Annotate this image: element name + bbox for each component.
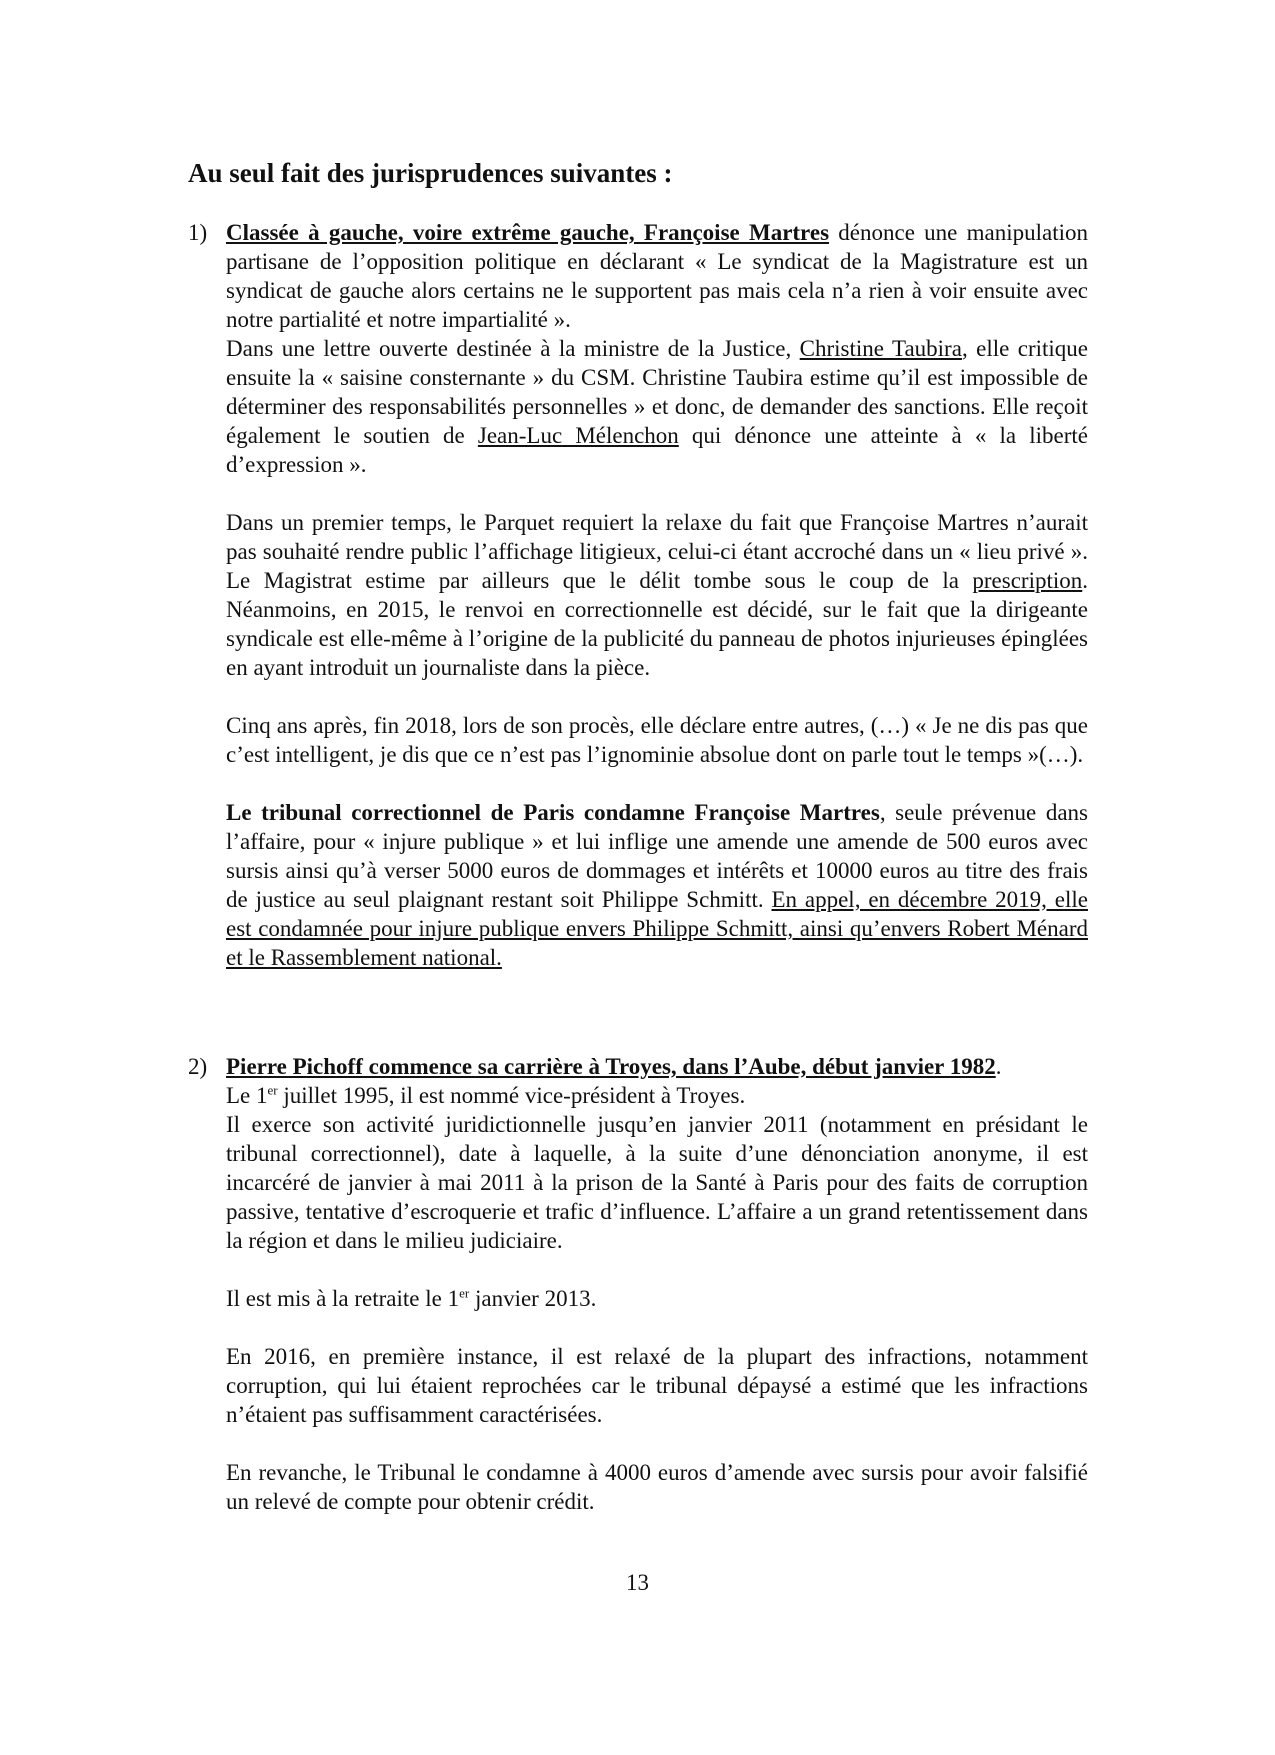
case-2-lead: Pierre Pichoff commence sa carrière à Troyes, dans l’Aube, début janvier 1982 <box>226 1054 996 1079</box>
case-1-p2-text-b: , elle critique ensuite la « saisine consternante » du CSM. Christine Taubira estime qu’il est impossible de déterminer des responsabilités personnelles » et donc, de demander des sanctions. Elle reçoit également le soutien de <box>226 336 1088 448</box>
case-1-paragraph-5 <box>226 798 1088 972</box>
case-1-p3-text-a: Dans un premier temps, le Parquet requiert la relaxe du fait que Françoise Martres n’aurait pas souhaité rendre public l’affichage litigieux, celui-ci étant accroché dans un « lieu privé ». Le Magistrat estime par ailleurs que le délit tombe sous le coup de la <box>226 510 1088 593</box>
link-christine-taubira[interactable]: Christine Taubira <box>799 336 962 361</box>
case-1-paragraph-4: Cinq ans après, fin 2018, lors de son procès, elle déclare entre autres, (…) « Je ne dis pas que c’est intelligent, je dis que ce n’est pas l’ignominie absolue dont on parle tout le temps »(…). <box>226 713 1088 767</box>
case-1-p3-text-b: . Néanmoins, en 2015, le renvoi en correctionnelle est décidé, sur le fait que la dirigeante syndicale est elle-même à l’origine de la publicité du panneau de photos injurieuses épinglées en ayant introduit un journaliste dans la pièce. <box>226 568 1088 680</box>
case-1-p2-text-a: Dans une lettre ouverte destinée à la ministre de la Justice, <box>226 336 800 361</box>
case-1 <box>188 218 1088 972</box>
case-2-paragraph-1 <box>226 1052 1088 1255</box>
case-2 <box>188 1052 1088 1516</box>
case-2-l1-text-b: juillet 1995, il est nommé vice-président à Troyes. <box>277 1083 746 1108</box>
page-number: 13 <box>626 1570 649 1595</box>
case-2-l1-sup: er <box>267 1082 278 1098</box>
case-2-p2-text-b: janvier 2013. <box>469 1286 597 1311</box>
case-1-paragraph-3 <box>226 508 1088 682</box>
case-1-appeal-underlined: En appel, en décembre 2019, elle est condamnée pour injure publique envers Philippe Schmitt, ainsi qu’envers Robert Ménard et le Rassemblement national. <box>226 887 1088 970</box>
link-prescription[interactable]: prescription <box>972 568 1083 593</box>
case-1-number: 1) <box>188 220 208 245</box>
case-1-p5-text: , seule prévenue dans l’affaire, pour « injure publique » et lui inflige une amende une amende de 500 euros avec sursis ainsi qu’à verser 5000 euros de dommages et intérêts et 10000 euros au titre des frais de justice au seul plaignant restant soit Philippe Schmitt. <box>226 800 1088 912</box>
case-1-lead: Classée à gauche, voire extrême gauche, Françoise Martres <box>226 220 830 245</box>
case-2-l2-text: Il exerce son activité juridictionnelle jusqu’en janvier 2011 (notamment en présidant le tribunal correctionnel), date à laquelle, à la suite d’une dénonciation anonyme, il est incarcéré de janvier à mai 2011 à la prison de la Santé à Paris pour des faits de corruption passive, tentative d’escroquerie et trafic d’influence. L’affaire a un grand retentissement dans la région et dans le milieu judiciaire. <box>226 1112 1088 1253</box>
case-2-paragraph-3: En 2016, en première instance, il est relaxé de la plupart des infractions, notamment corruption, qui lui étaient reprochées car le tribunal dépaysé a estimé que les infractions n’étaient pas suffisamment caractérisées. <box>226 1344 1088 1427</box>
case-2-p2-text-a: Il est mis à la retraite le 1 <box>226 1286 460 1311</box>
case-2-number: 2) <box>188 1054 208 1079</box>
case-1-body <box>226 218 1088 972</box>
case-1-paragraph-2 <box>226 334 1088 479</box>
section-heading: Au seul fait des jurisprudences suivantes : <box>188 158 673 188</box>
case-2-paragraph-2 <box>226 1284 1088 1313</box>
case-2-body <box>226 1052 1088 1516</box>
case-2-lead-end: . <box>995 1054 1002 1079</box>
case-1-paragraph-1 <box>226 218 1088 334</box>
case-1-p2-text-c: qui dénonce une atteinte à « la liberté d’expression ». <box>226 423 1088 477</box>
case-2-paragraph-4: En revanche, le Tribunal le condamne à 4000 euros d’amende avec sursis pour avoir falsifié un relevé de compte pour obtenir crédit. <box>226 1460 1088 1514</box>
case-1-verdict-bold: Le tribunal correctionnel de Paris condamne Françoise Martres <box>226 800 880 825</box>
case-2-p2-sup: er <box>459 1285 470 1301</box>
case-2-l1-text-a: Le 1 <box>226 1083 268 1108</box>
link-jean-luc-melenchon[interactable]: Jean-Luc Mélenchon <box>477 423 679 448</box>
case-1-p1-text: dénonce une manipulation partisane de l’opposition politique en déclarant « Le syndicat de la Magistrature est un syndicat de gauche alors certains ne le supportent pas mais cela n’a rien à voir ensuite avec notre partialité et notre impartialité ». <box>226 220 1088 332</box>
